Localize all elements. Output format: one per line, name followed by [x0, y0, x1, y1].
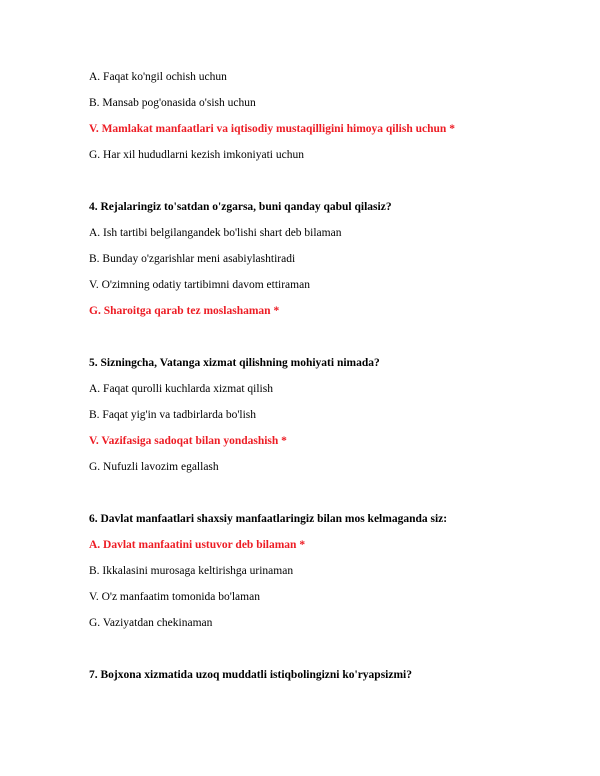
q4-option-a: A. Ish tartibi belgilangandek bo'lishi shart deb bilaman	[89, 227, 342, 239]
q5-question: 5. Sizningcha, Vatanga xizmat qilishning mohiyati nimada?	[89, 357, 380, 369]
q5-option-a: A. Faqat qurolli kuchlarda xizmat qilish	[89, 383, 273, 395]
q4-option-v: V. O'zimning odatiy tartibimni davom ettiraman	[89, 279, 310, 291]
q3-option-b: B. Mansab pog'onasida o'sish uchun	[89, 97, 256, 109]
q6-option-g: G. Vaziyatdan chekinaman	[89, 617, 213, 629]
q3-option-a: A. Faqat ko'ngil ochish uchun	[89, 71, 227, 83]
q5-option-v-correct: V. Vazifasiga sadoqat bilan yondashish *	[89, 435, 287, 447]
q5-option-g: G. Nufuzli lavozim egallash	[89, 461, 219, 473]
q4-option-g-correct: G. Sharoitga qarab tez moslashaman *	[89, 305, 280, 317]
q4-option-b: B. Bunday o'zgarishlar meni asabiylashtiradi	[89, 253, 296, 265]
q6-option-b: B. Ikkalasini murosaga keltirishga urinaman	[89, 565, 294, 577]
q3-option-g: G. Har xil hududlarni kezish imkoniyati uchun	[89, 149, 304, 161]
q5-option-b: B. Faqat yig'in va tadbirlarda bo'lish	[89, 409, 257, 421]
q7-question: 7. Bojxona xizmatida uzoq muddatli istiqbolingizni ko'ryapsizmi?	[89, 669, 413, 681]
q6-question: 6. Davlat manfaatlari shaxsiy manfaatlaringiz bilan mos kelmaganda siz:	[89, 513, 448, 525]
q3-option-v-correct: V. Mamlakat manfaatlari va iqtisodiy mustaqilligini himoya qilish uchun *	[89, 123, 455, 135]
q6-option-a-correct: A. Davlat manfaatini ustuvor deb bilaman *	[89, 539, 306, 551]
q6-option-v: V. O'z manfaatim tomonida bo'laman	[89, 591, 260, 603]
q4-question: 4. Rejalaringiz to'satdan o'zgarsa, buni qanday qabul qilasiz?	[89, 201, 392, 213]
